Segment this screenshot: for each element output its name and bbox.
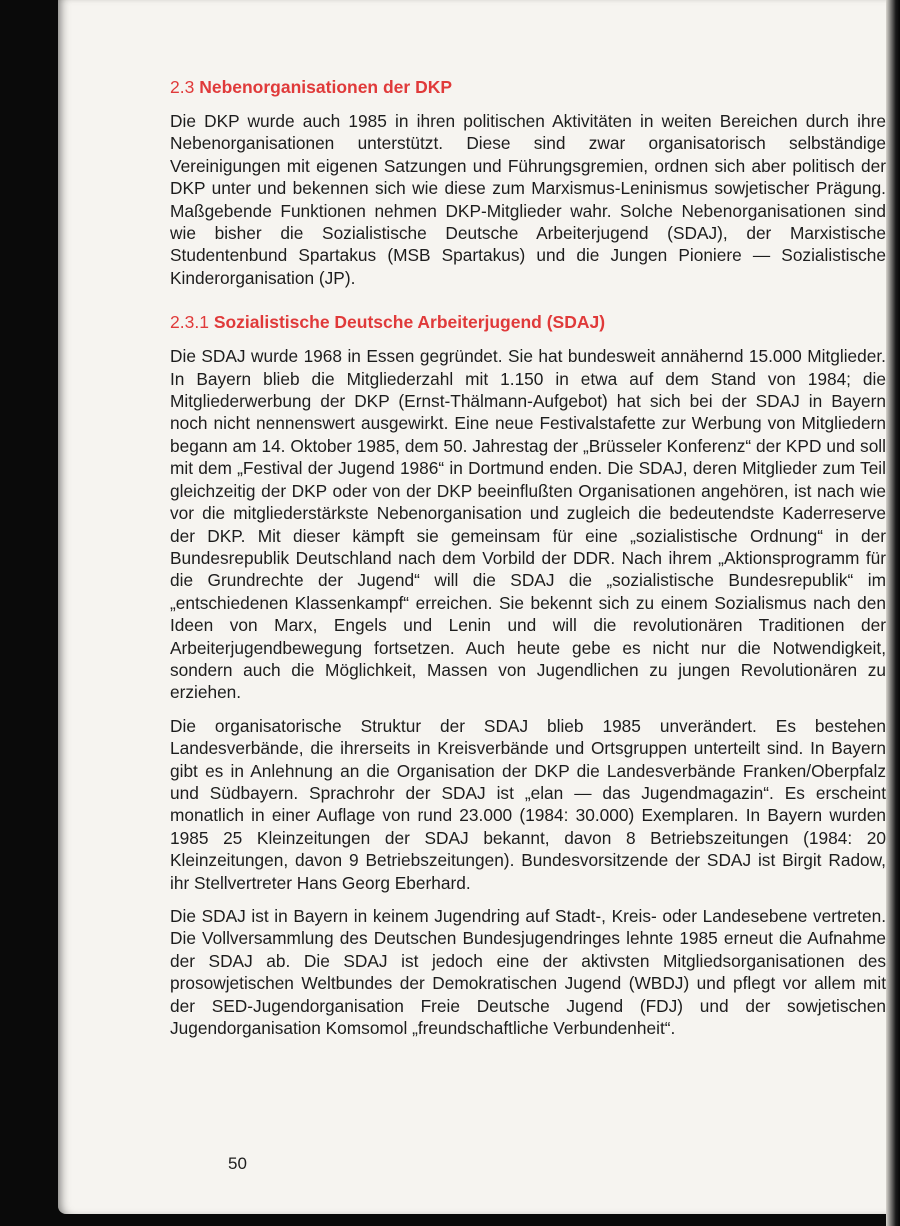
paragraph: Die SDAJ wurde 1968 in Essen gegründet. Sie hat bundesweit annähernd 15.000 Mitglieder. In Bayern blieb die Mitgliederzahl mit 1.150 in etwa auf dem Stand von 1984; die Mitgliederwerbung der DKP (Ernst-Thälmann-Aufgebot) hat sich bei der SDAJ in Bayern noch nicht nennenswert ausgewirkt. Eine neue Festivalstafette zur Werbung von Mitgliedern begann am 14. Oktober 1985, dem 50. Jahrestag der „Brüsseler Konferenz“ der KPD und soll mit dem „Festival der Jugend 1986“ in Dortmund enden. Die SDAJ, deren Mitglieder zum Teil gleichzeitig der DKP oder von der DKP beeinflußten Organisationen angehören, ist nach wie vor die mitgliederstärkste Nebenorganisation und zugleich die bedeutendste Kaderreserve der DKP. Mit dieser kämpft sie gemeinsam für eine „sozialistische Ordnung“ in der Bundesrepublik Deutschland nach dem Vorbild der DDR. Nach ihrem „Aktionsprogramm für die Grundrechte der Jugend“ will die SDAJ die „sozialistische Bundesrepublik“ im „entschiedenen Klassenkampf“ erreichen. Sie bekennt sich zu einem Sozialismus nach den Ideen von Marx, Engels und Lenin und will die revolutionären Traditionen der Arbeiterjugendbewegung fortsetzen. Auch heute gebe es nicht nur die Notwendigkeit, sondern auch die Möglichkeit, Massen von Jugendlichen zu jungen Revolutionären zu erziehen.	[170, 346, 886, 703]
section-number: 2.3.1	[170, 312, 209, 333]
book-page	[58, 0, 900, 1214]
page-content	[170, 66, 886, 1050]
paragraph: Die DKP wurde auch 1985 in ihren politischen Aktivitäten in weiten Bereichen durch ihre Nebenorganisationen unterstützt. Diese sind zwar organisatorisch selbständige Vereinigungen mit eigenen Satzungen und Führungsgremien, ordnen sich aber politisch der DKP unter und bekennen sich wie diese zum Marxismus-Leninismus sowjetischer Prägung. Maßgebende Funktionen nehmen DKP-Mitglieder wahr. Solche Nebenorganisationen sind wie bisher die Sozialistische Deutsche Arbeiterjugend (SDAJ), der Marxistische Studentenbund Spartakus (MSB Spartakus) und die Jungen Pioniere — Sozialistische Kinderorganisation (JP).	[170, 111, 886, 288]
section-heading-2-3-1	[170, 311, 886, 333]
page-edge-shadow	[886, 0, 900, 1226]
paragraph: Die organisatorische Struktur der SDAJ blieb 1985 unverändert. Es bestehen Landesverbände, die ihrerseits in Kreisverbände und Ortsgruppen unterteilt sind. In Bayern gibt es in Anlehnung an die Organisation der DKP die Landesverbände Franken/Oberpfalz und Südbayern. Sprachrohr der SDAJ ist „elan — das Jugendmagazin“. Es erscheint monatlich in einer Auflage von rund 23.000 (1984: 30.000) Exemplaren. In Bayern wurden 1985 25 Kleinzeitungen der SDAJ bekannt, davon 8 Betriebszeitungen (1984: 20 Kleinzeitungen, davon 9 Betriebszeitungen). Bundesvorsitzende der SDAJ ist Birgit Radow, ihr Stellvertreter Hans Georg Eberhard.	[170, 715, 886, 893]
section-title: Nebenorganisationen der DKP	[199, 77, 453, 97]
paragraph: Die SDAJ ist in Bayern in keinem Jugendring auf Stadt-, Kreis- oder Landesebene vertreten. Die Vollversammlung des Deutschen Bundesjugendringes lehnte 1985 erneut die Aufnahme der SDAJ ab. Die SDAJ ist jedoch eine der aktivsten Mitgliedsorganisationen des prosowjetischen Weltbundes der Demokratischen Jugend (WBDJ) und pflegt vor allem mit der SED-Jugendorganisation Freie Deutsche Jugend (FDJ) und der sowjetischen Jugendorganisation Komsomol „freundschaftliche Verbundenheit“.	[170, 906, 886, 1039]
section-title: Sozialistische Deutsche Arbeiterjugend (SDAJ)	[213, 312, 606, 333]
section-number: 2.3	[170, 77, 195, 97]
section-heading-2-3	[170, 76, 886, 98]
page-number: 50	[228, 1154, 247, 1173]
